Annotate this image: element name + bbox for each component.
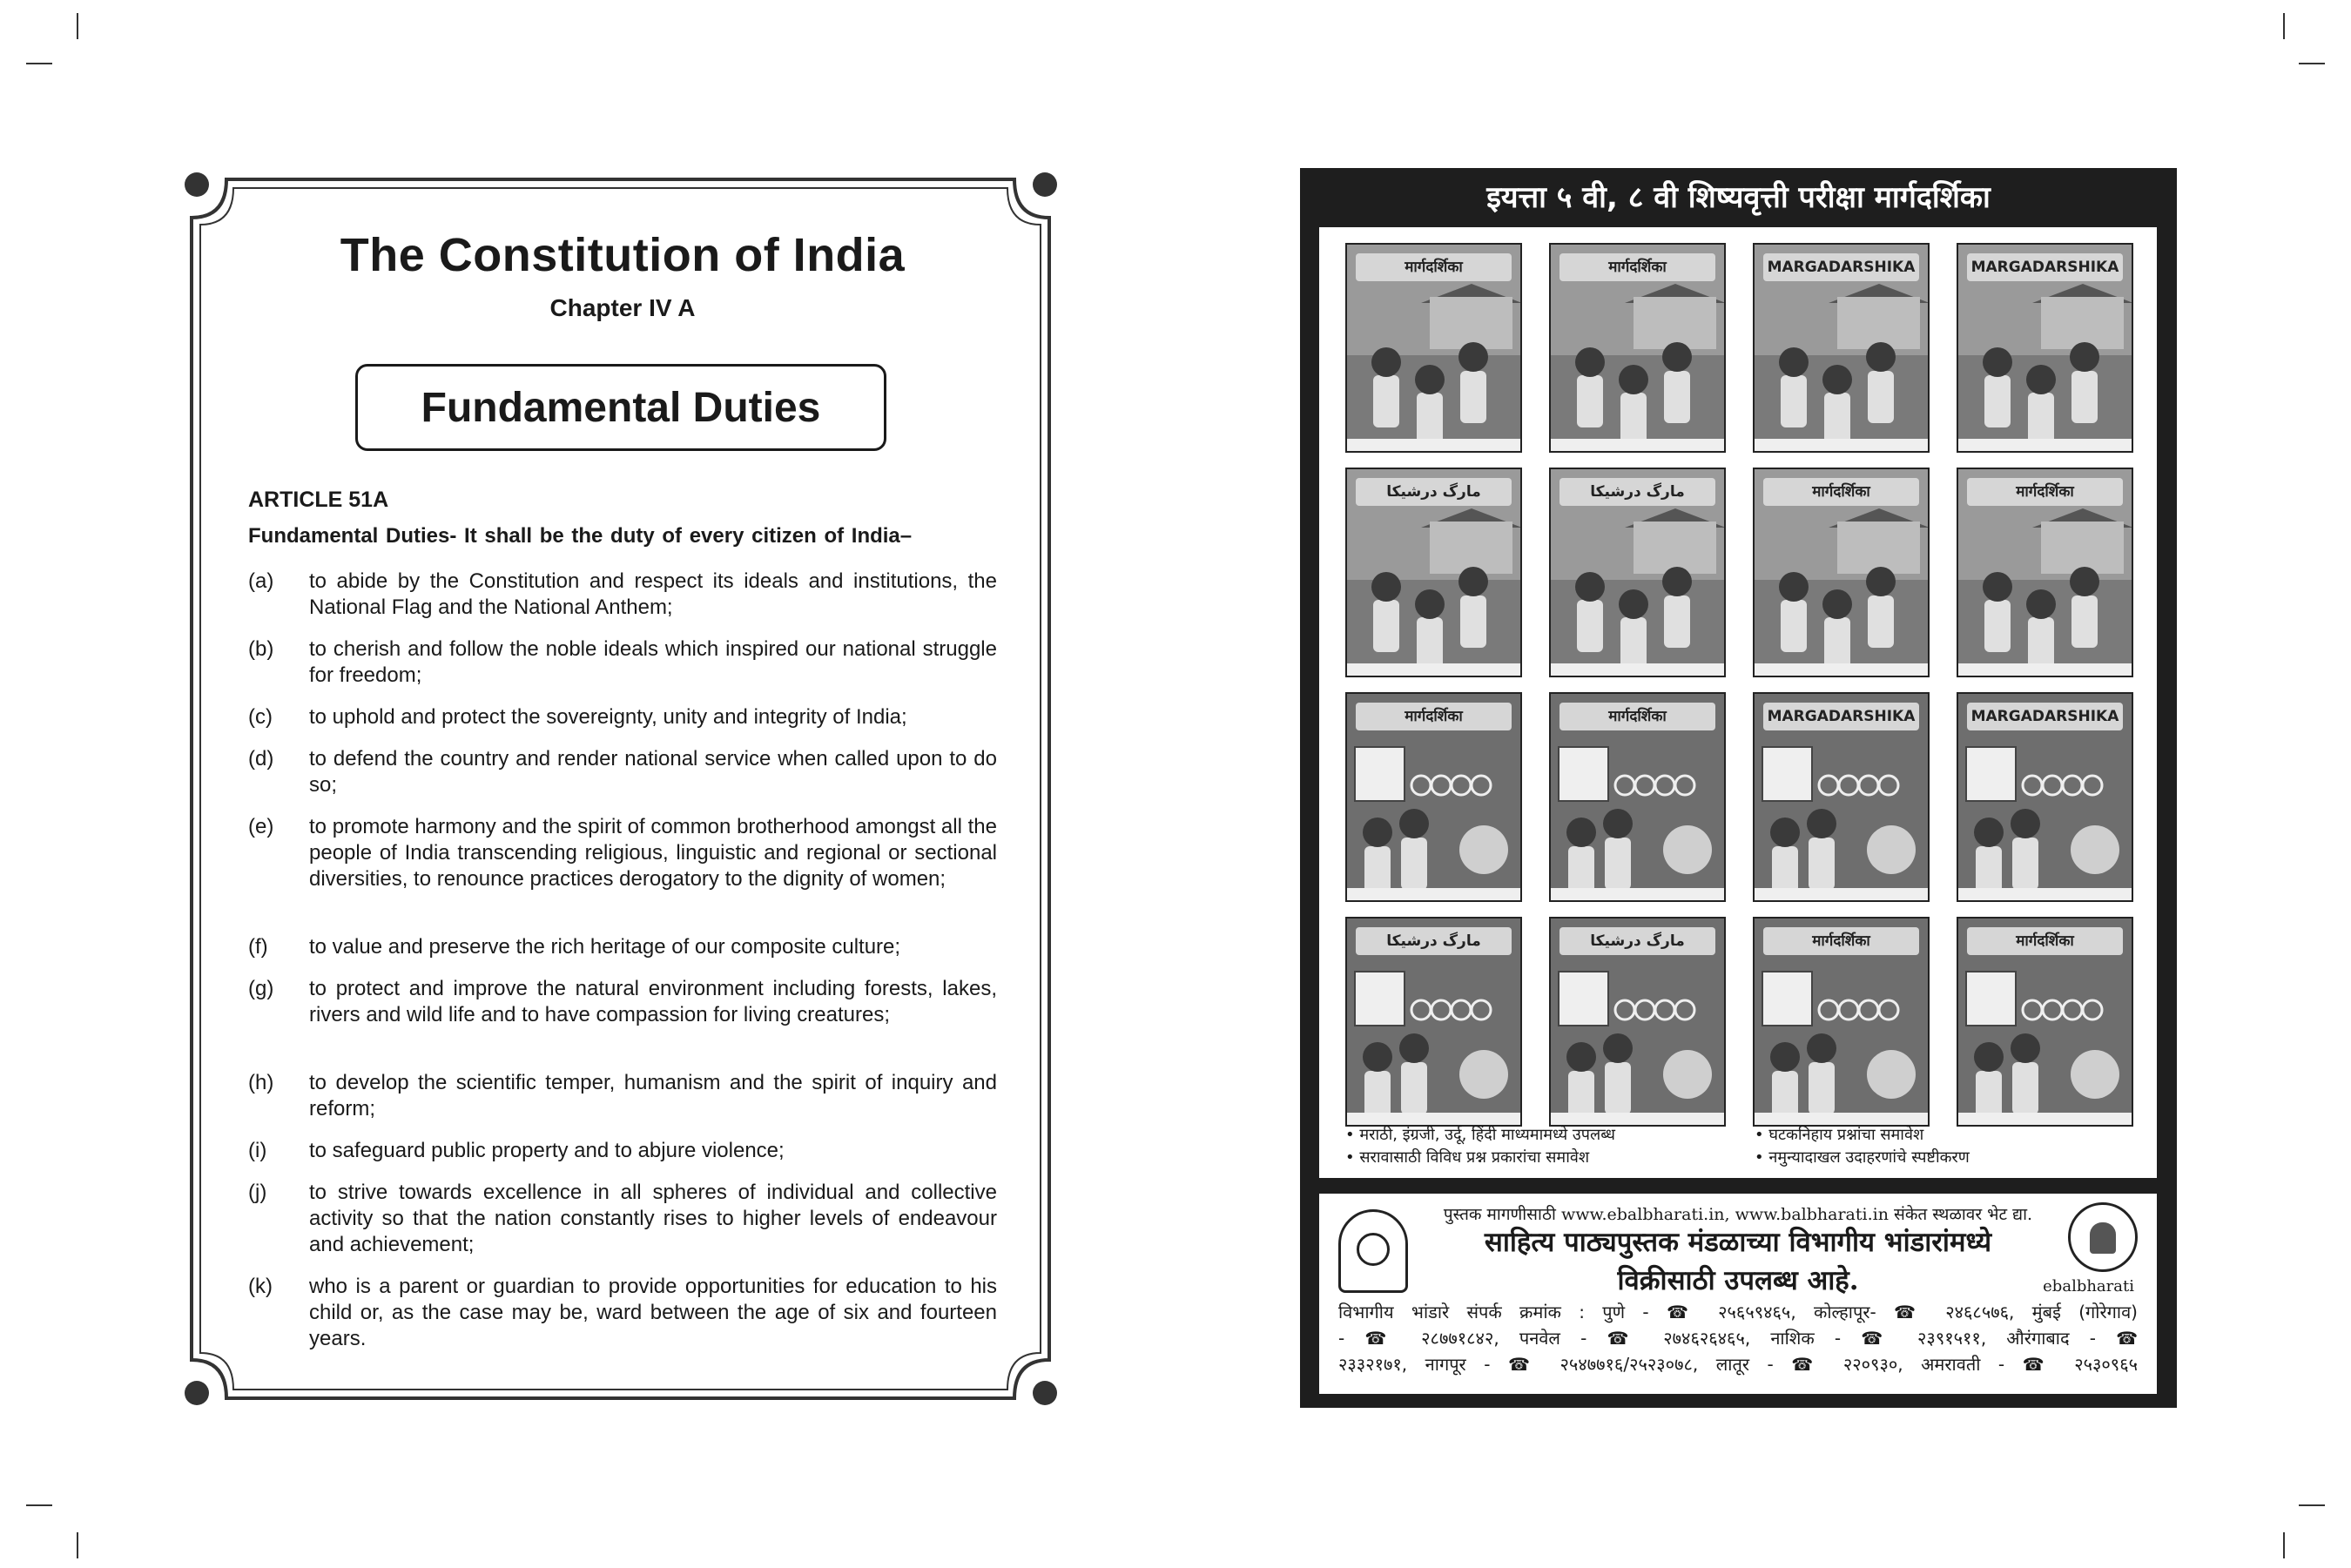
- contact-line: विभागीय भांडारे संपर्क क्रमांक : पुणे - ☎ २५६५९४६५, कोल्हापूर- ☎ २४६८५७६, मुंबई (गोरेगाव): [1338, 1302, 2138, 1322]
- crop-mark: [26, 63, 52, 64]
- duty-text: to strive towards excellence in all spheres of individual and collective activity so that the nation constantly rises to higher levels of endeavour and achievement;: [309, 1181, 997, 1256]
- duty-text: to value and preserve the rich heritage of our composite culture;: [309, 935, 901, 959]
- book-title: MARGADARSHIKA: [1763, 253, 1919, 281]
- book-title: MARGADARSHIKA: [1967, 703, 2123, 730]
- duty-label: (g): [248, 977, 274, 1000]
- order-website-line: पुस्तक मागणीसाठी www.ebalbharati.in, www.balbharati.in संकेत स्थळावर भेट द्या.: [1443, 1205, 2033, 1224]
- duty-item: [248, 704, 997, 730]
- duty-item: [248, 1180, 997, 1258]
- feature-item: • घटकनिहाय प्रश्नांचा समावेश: [1755, 1124, 1970, 1147]
- duty-text: to safeguard public property and to abjure violence;: [309, 1139, 785, 1162]
- book-title: MARGADARSHIKA: [1967, 253, 2123, 281]
- crop-mark: [77, 13, 78, 39]
- book-title: MARGADARSHIKA: [1763, 703, 1919, 730]
- book-cover: [1549, 243, 1726, 453]
- book-cover: [1549, 692, 1726, 902]
- feature-item: • सरावासाठी विविध प्रश्न प्रकारांचा समावेश: [1345, 1147, 1615, 1169]
- crop-mark: [2283, 13, 2285, 39]
- book-title: मार्गदर्शिका: [1559, 253, 1715, 281]
- feature-item: • मराठी, इंग्रजी, उर्दू, हिंदी माध्यमामध्ये उपलब्ध: [1345, 1124, 1615, 1147]
- duty-text: to cherish and follow the noble ideals which inspired our national struggle for freedom;: [309, 637, 997, 687]
- duty-text: to defend the country and render national service when called upon to do so;: [309, 747, 997, 797]
- book-title: मार्गदर्शिका: [1967, 478, 2123, 506]
- duty-text: to promote harmony and the spirit of common brotherhood amongst all the people of India transcending religious, linguistic and regional or sectional diversities, to renounce practices derogatory to the dignity of women;: [309, 815, 997, 891]
- book-cover: [1345, 917, 1522, 1127]
- book-cover: [1549, 468, 1726, 677]
- chapter-label: Chapter IV A: [549, 294, 696, 321]
- feature-list-right: [1755, 1124, 1970, 1169]
- duty-label: (j): [248, 1181, 267, 1204]
- crop-mark: [26, 1504, 52, 1506]
- book-title: मार्गदर्शिका: [1763, 478, 1919, 506]
- duty-item: [248, 976, 997, 1028]
- availability-line-1: साहित्य पाठ्यपुस्तक मंडळाच्या विभागीय भांडारांमध्ये: [1484, 1227, 1992, 1258]
- book-title: مارگ درشیکا: [1356, 927, 1512, 955]
- article-label: ARTICLE 51A: [248, 488, 389, 512]
- book-title: مارگ درشیکا: [1356, 478, 1512, 506]
- duty-text: to develop the scientific temper, humanism and the spirit of inquiry and reform;: [309, 1071, 997, 1120]
- book-title: मार्गदर्शिका: [1356, 253, 1512, 281]
- duty-text: who is a parent or guardian to provide opportunities for education to his child or, as the case may be, ward between the age of six and fourteen years.: [309, 1275, 997, 1350]
- intro-line: Fundamental Duties- It shall be the duty of every citizen of India–: [248, 524, 913, 548]
- duty-label: (k): [248, 1275, 273, 1298]
- book-title: मार्गदर्शिका: [1763, 927, 1919, 955]
- crop-mark: [77, 1532, 78, 1558]
- book-title: मार्गदर्शिका: [1967, 927, 2123, 955]
- crop-mark: [2299, 1504, 2325, 1506]
- book-cover: [1753, 917, 1930, 1127]
- book-cover: [1345, 468, 1522, 677]
- feature-item: • नमुन्यादाखल उदाहरणांचे स्पष्टीकरण: [1755, 1147, 1970, 1169]
- duty-label: (b): [248, 637, 274, 661]
- duty-item: [248, 814, 997, 892]
- book-cover: [1957, 917, 2133, 1127]
- banner-title: इयत्ता ५ वी, ८ वी शिष्यवृत्ती परीक्षा मार्गदर्शिका: [1486, 180, 1991, 215]
- crop-mark: [2283, 1532, 2285, 1558]
- contact-line: २३३२१७१, नागपूर - ☎ २५४७७१६/२५२३०७८, लातूर - ☎ २२०९३०, अमरावती - ☎ २५३०९६५: [1338, 1354, 2138, 1375]
- book-cover: [1549, 917, 1726, 1127]
- page-title: The Constitution of India: [340, 229, 906, 281]
- book-cover: [1753, 468, 1930, 677]
- book-title: मार्गदर्शिका: [1356, 703, 1512, 730]
- logo-label: ebalbharati: [2043, 1277, 2134, 1295]
- section-heading-box: Fundamental Duties: [355, 364, 886, 451]
- duty-label: (a): [248, 569, 274, 593]
- duty-label: (c): [248, 705, 273, 729]
- book-cover: [1957, 243, 2133, 453]
- duty-label: (i): [248, 1139, 267, 1162]
- book-cover: [1345, 243, 1522, 453]
- availability-line-2: विक्रीसाठी उपलब्ध आहे.: [1617, 1265, 1859, 1296]
- constitution-page: [174, 165, 1067, 1412]
- book-cover: [1753, 243, 1930, 453]
- book-title: مارگ درشیکا: [1559, 478, 1715, 506]
- duty-item: [248, 934, 997, 960]
- duty-item: [248, 1138, 997, 1164]
- book-cover-grid: [1319, 227, 2157, 1178]
- duty-label: (e): [248, 815, 274, 838]
- duty-label: (d): [248, 747, 274, 771]
- duty-item: [248, 1274, 997, 1352]
- advertisement-page: [1300, 168, 2177, 1408]
- book-title: مارگ درشیکا: [1559, 927, 1715, 955]
- duty-item: [248, 746, 997, 798]
- book-cover: [1753, 692, 1930, 902]
- duty-text: to uphold and protect the sovereignty, unity and integrity of India;: [309, 705, 907, 729]
- duty-item: [248, 1070, 997, 1122]
- contact-line: - ☎ २८७७१८४२, पनवेल - ☎ २७४६२६४६५, नाशिक - ☎ २३९१५११, औरंगाबाद - ☎: [1338, 1328, 2138, 1349]
- duty-label: (f): [248, 935, 268, 959]
- book-cover: [1957, 468, 2133, 677]
- feature-list-left: [1345, 1124, 1615, 1169]
- book-title: मार्गदर्शिका: [1559, 703, 1715, 730]
- duty-text: to protect and improve the natural environment including forests, lakes, rivers and wild life and to have compassion for living creatures;: [309, 977, 997, 1026]
- crop-mark: [2299, 63, 2325, 64]
- duty-item: [248, 569, 997, 621]
- duty-text: to abide by the Constitution and respect its ideals and institutions, the National Flag and the National Anthem;: [309, 569, 997, 619]
- book-cover: [1957, 692, 2133, 902]
- publisher-info: [1319, 1194, 2157, 1394]
- duty-item: [248, 636, 997, 689]
- duty-label: (h): [248, 1071, 274, 1094]
- book-cover: [1345, 692, 1522, 902]
